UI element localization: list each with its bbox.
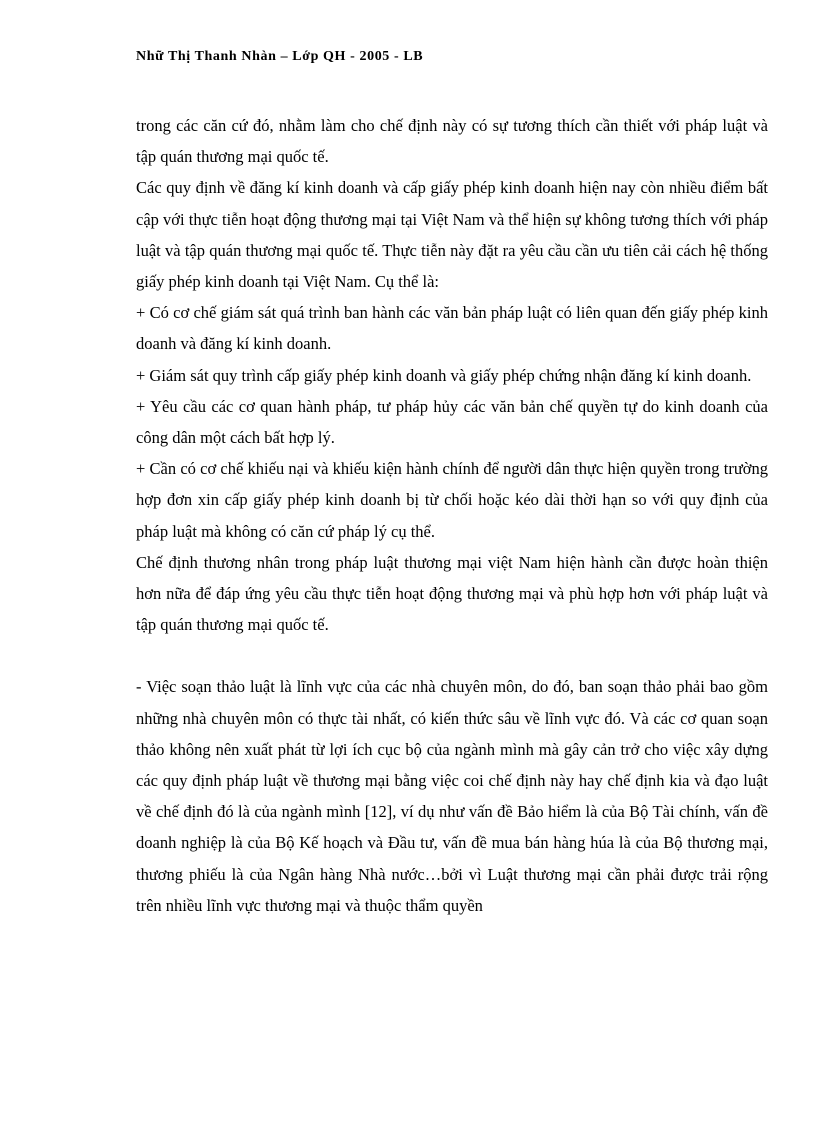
paragraph-merchant-regime: Chế định thương nhân trong pháp luật thương mại việt Nam hiện hành cần được hoàn thiện hơn nữa để đáp ứng yêu cầu thực tiễn hoạt động thương mại và phù hợp hơn với pháp luật và tập quán thương mại quốc tế. [136, 552, 768, 635]
paragraph-business-registration: Các quy định về đăng kí kinh doanh và cấp giấy phép kinh doanh hiện nay còn nhiều điểm bất cập với thực tiễn hoạt động thương mại tại Việt Nam và thể hiện sự không tương thích với pháp luật và tập quán thương mại quốc tế. Thực tiễn này đặt ra yêu cầu cần ưu tiên cải cách hệ thống giấy phép kinh doanh tại Việt Nam. Cụ thể là: [136, 178, 768, 292]
paragraph-drafting-law: - Việc soạn thảo luật là lĩnh vực của các nhà chuyên môn, do đó, ban soạn thảo phải bao gồm những nhà chuyên môn có thực tài nhất, có kiến thức sâu về lĩnh vực đó. Và các cơ quan soạn thảo không nên xuất phát từ lợi ích cục bộ của ngành mình mà gây cản trở cho việc xây dựng các quy định pháp luật về thương mại bằng việc coi chế định này hay chế định kia và đạo luật về chế định đó là của ngành mình [12], ví dụ như vấn đề Bảo hiểm là của Bộ Tài chính, vấn đề doanh nghiệp là của Bộ Kế hoạch và Đầu tư, vấn đề mua bán hàng húa là của Bộ thương mại, thương phiếu là của Ngân hàng Nhà nước…bởi vì Luật thương mại cần phải được trải rộng trên nhiều lĩnh vực thương mại và thuộc thẩm quyền [136, 677, 768, 915]
list-item-licensing-supervision: + Giám sát quy trình cấp giấy phép kinh doanh và giấy phép chứng nhận đăng kí kinh doanh. [136, 365, 752, 385]
list-item-complaint-mechanism: + Cần có cơ chế khiếu nại và khiếu kiện hành chính để người dân thực hiện quyền trong trường hợp đơn xin cấp giấy phép kinh doanh bị từ chối hoặc kéo dài thời hạn so với quy định của pháp luật mà không có căn cứ pháp lý cụ thể. [136, 459, 768, 541]
body-text [136, 110, 768, 921]
list-item-annul-documents: + Yêu cầu các cơ quan hành pháp, tư pháp hủy các văn bản chế quyền tự do kinh doanh của công dân một cách bất hợp lý. [136, 396, 768, 448]
page-header: Nhữ Thị Thanh Nhàn – Lớp QH - 2005 - LB [136, 49, 424, 64]
list-item-monitoring-mechanism: + Có cơ chế giám sát quá trình ban hành các văn bản pháp luật có liên quan đến giấy phép kinh doanh và đăng kí kinh doanh. [136, 303, 768, 354]
paragraph-spacer [136, 640, 768, 671]
paragraph-continuation: trong các căn cứ đó, nhằm làm cho chế định này có sự tương thích cần thiết với pháp luật và tập quán thương mại quốc tế. [136, 116, 768, 167]
